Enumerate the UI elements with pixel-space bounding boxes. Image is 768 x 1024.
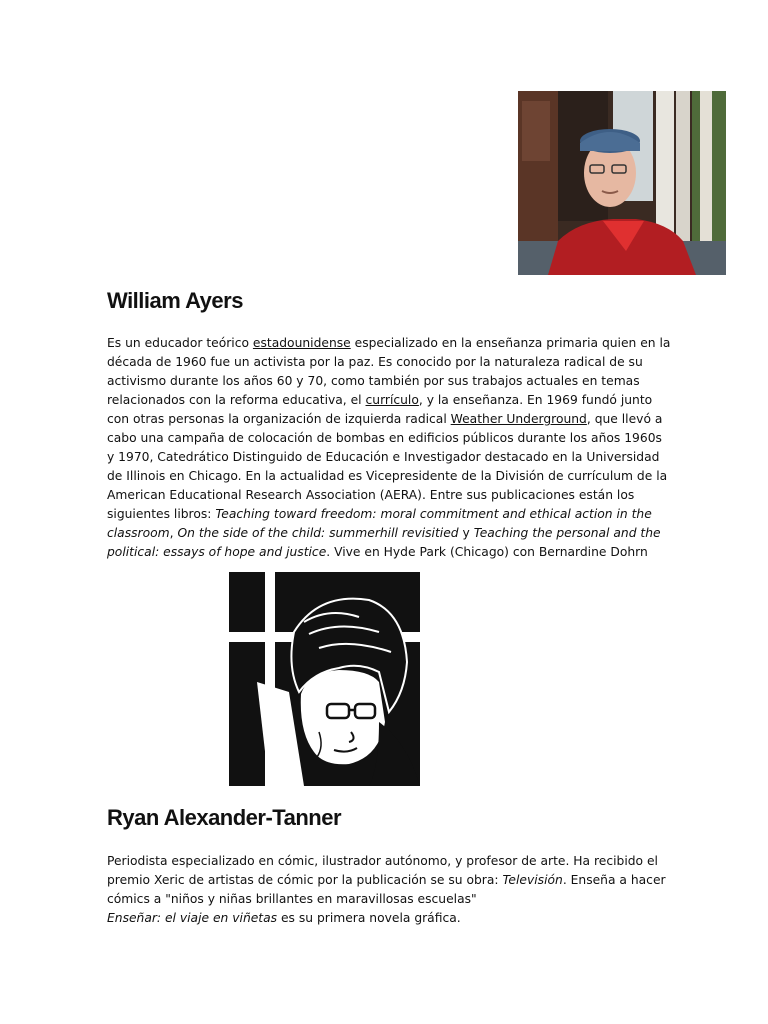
work-title: Enseñar: el viaje en viñetas bbox=[107, 911, 278, 925]
book-title: Teaching the personal and the political: essays of hope and justice bbox=[107, 526, 661, 559]
book-title: Teaching toward freedom: moral commitment and ethical action in the classroom bbox=[107, 507, 652, 540]
william-ayers-heading: William Ayers bbox=[107, 288, 243, 313]
curriculo-link[interactable]: currículo bbox=[365, 393, 419, 407]
william-ayers-photo bbox=[518, 91, 726, 275]
ryan-alexander-tanner-heading: Ryan Alexander-Tanner bbox=[107, 805, 342, 830]
portrait-photo-graphic bbox=[518, 91, 726, 275]
william-ayers-bio: Es un educador teórico estadounidense especializado en la enseñanza primaria quien en la década de 1960 fue un activista por la paz. Es conocido por la naturaleza radical de su activismo durante los años 60 y 70, como también por sus trabajos actuales en temas relacionados con la reforma educativa, el currículo, y la enseñanza. En 1969 fundó junto con otras personas la organización de izquierda radical Weather Underground, que llevó a cabo una campaña de colocación de bombas en edificios públicos durante los años 1960s y 1970, Catedrático Distinguido de Educación e Investigador destacado en la Universidad de Illinois en Chicago. En la actualidad es Vicepresidente de la División de currículum de la American Educational Research Association (AERA). Entre sus publicaciones están los siguientes libros: Teaching toward freedom: moral commitment and ethical action in the classroom, On the side of the child: summerhill revisitied y Teaching the personal and the political: essays of hope and justice. Vive en Hyde Park (Chicago) con Bernardine Dohrn bbox=[107, 336, 671, 559]
work-title: Televisión bbox=[502, 873, 563, 887]
comic-portrait-graphic bbox=[229, 572, 420, 786]
ryan-alexander-tanner-bio: Periodista especializado en cómic, ilustrador autónomo, y profesor de arte. Ha recibido el premio Xeric de artistas de cómic por la publicación se su obra: Televisión. Enseña a hacer cómics a "niños y niñas brillantes en maravillosas escuelas" Enseñar: el viaje en viñetas es su primera novela gráfica. bbox=[107, 854, 666, 925]
weather-underground-link[interactable]: Weather Underground bbox=[450, 412, 587, 426]
book-title: On the side of the child: summerhill revisitied bbox=[177, 526, 459, 540]
estadounidense-link[interactable]: estadounidense bbox=[252, 336, 351, 350]
ryan-alexander-tanner-illustration bbox=[229, 572, 420, 786]
